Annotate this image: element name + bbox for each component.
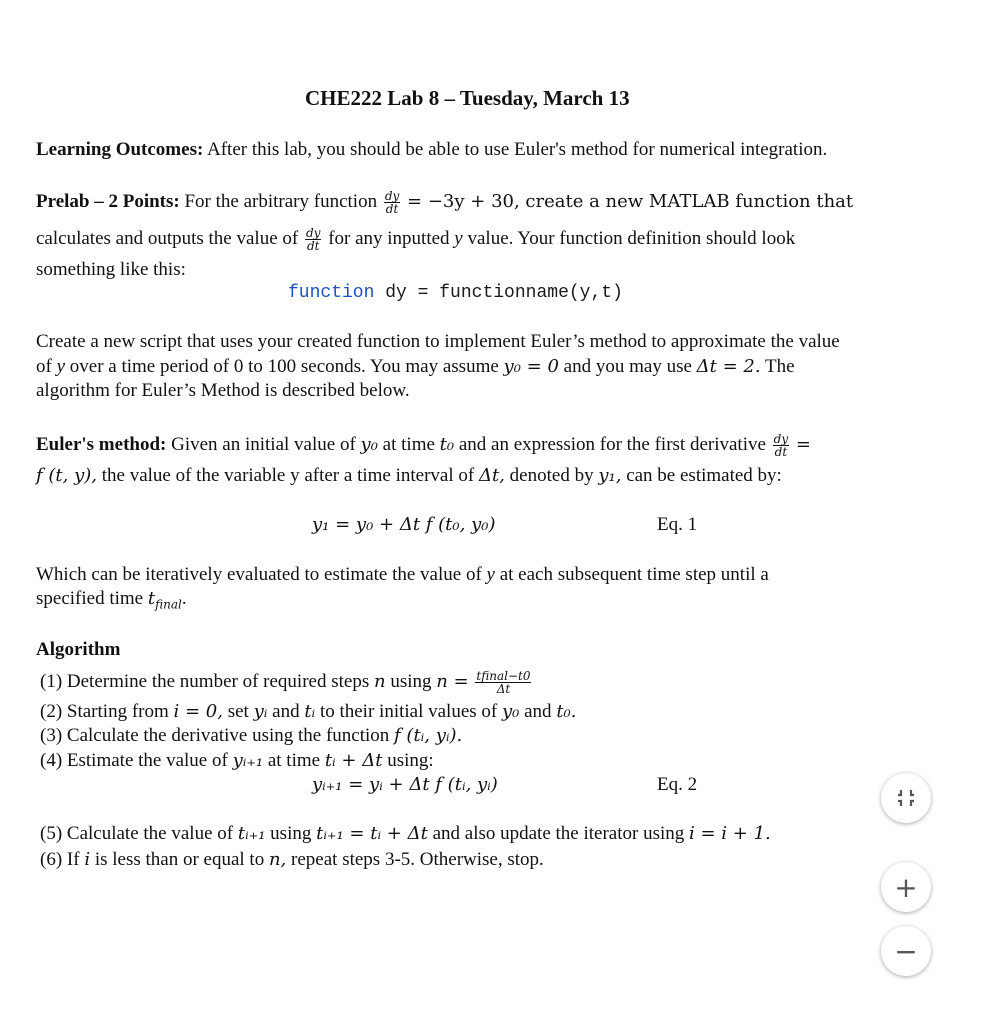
iterative-text-1b: at each subsequent time step until a	[499, 564, 769, 585]
euler-line-1	[36, 433, 811, 458]
code-rest: dy = functionname(y,t)	[385, 283, 623, 303]
learning-outcomes-text: After this lab, you should be able to use Euler's method for numerical integration.	[207, 139, 828, 160]
euler-text-1c: and an expression for the first derivative	[458, 433, 766, 455]
step2-text-e: and	[524, 701, 552, 722]
learning-outcomes	[36, 139, 827, 161]
step5-text-b: using	[270, 823, 312, 844]
step1-text-b: using	[390, 670, 432, 692]
fit-page-button[interactable]	[881, 773, 931, 823]
step6-i: i	[84, 849, 91, 870]
steps-frac-den: Δt	[496, 682, 511, 696]
step6-text-b: is less than or equal to	[94, 849, 265, 870]
prelab-text-2c: value. Your function definition should look	[467, 227, 796, 249]
page-title: CHE222 Lab 8 – Tuesday, March 13	[305, 86, 630, 110]
prelab-equation: = −3y + 30, create a new MATLAB function that	[407, 190, 854, 212]
step2-t0: t₀.	[556, 701, 577, 722]
code-keyword: function	[288, 283, 375, 303]
algorithm-heading: Algorithm	[36, 639, 121, 660]
euler-y1: y₁,	[598, 465, 622, 486]
euler-t0: t₀	[439, 433, 455, 455]
step2-text-d: to their initial values of	[319, 701, 498, 722]
step3-text-a: (3) Calculate the derivative using the function	[40, 725, 390, 746]
step6-text-a: (6) If	[40, 849, 80, 870]
euler-text-2c: can be estimated by:	[626, 465, 782, 486]
euler-text-2: the value of the variable y after a time interval of	[101, 465, 475, 486]
step6-text-c: repeat steps 3-5. Otherwise, stop.	[291, 849, 544, 870]
equation-2: yᵢ₊₁ = yᵢ + Δt f (tᵢ, yᵢ)	[312, 774, 498, 795]
euler-dt: Δt,	[478, 465, 505, 486]
step1-var-n: n	[373, 670, 386, 692]
step5-text-a: (5) Calculate the value of	[40, 823, 234, 844]
zoom-out-button[interactable]	[881, 926, 931, 976]
euler-equals: =	[795, 433, 811, 455]
prelab-text-2a: calculates and outputs the value of	[36, 227, 299, 249]
prelab-label: Prelab – 2 Points:	[36, 190, 180, 212]
script-text-2b: over a time period of 0 to 100 seconds. You may assume	[69, 356, 499, 377]
steps-frac-num: tfinal−t0	[476, 669, 531, 683]
dydt-fraction	[305, 227, 321, 252]
euler-label: Euler's method:	[36, 433, 167, 455]
algorithm-step-2	[40, 701, 576, 723]
dydt-fraction	[384, 190, 400, 215]
iterative-line-2	[36, 588, 187, 612]
equation-2-label: Eq. 2	[657, 774, 698, 795]
iterative-var-y: y	[486, 564, 495, 585]
equation-1: y₁ = y₀ + Δt f (t₀, y₀)	[312, 514, 496, 535]
step2-text-b: set	[227, 701, 249, 722]
algorithm-step-1	[40, 670, 533, 695]
step5-iter: i = i + 1.	[689, 823, 771, 844]
algorithm-step-4	[40, 750, 434, 772]
euler-text-1: Given an initial value of	[171, 433, 356, 455]
step3-f: f (tᵢ, yᵢ).	[394, 725, 463, 746]
algorithm-step-3	[40, 725, 462, 747]
iterative-line-1	[36, 564, 769, 586]
tfinal-sub: final	[155, 597, 182, 612]
iterative-text-2: specified time	[36, 588, 144, 609]
euler-y0: y₀	[360, 433, 378, 455]
step2-y0: y₀	[501, 701, 520, 722]
steps-fraction	[475, 670, 531, 695]
script-text-2a: of	[36, 356, 52, 377]
prelab-text-2b: for any inputted	[328, 227, 450, 249]
step6-n: n,	[268, 849, 287, 870]
script-var-y: y	[56, 356, 66, 377]
step5-text-c: and also update the iterator using	[432, 823, 685, 844]
tfinal	[147, 588, 182, 612]
script-line-2	[36, 356, 795, 378]
step4-text-c: using:	[387, 750, 434, 771]
equation-1-label: Eq. 1	[657, 514, 698, 535]
dydt-fraction	[773, 433, 789, 458]
algorithm-step-6	[40, 849, 544, 871]
prelab-text-1: For the arbitrary function	[184, 190, 378, 212]
script-text-2d: The	[765, 356, 795, 377]
script-line-1: Create a new script that uses your created function to implement Euler’s method to approximate the value	[36, 331, 840, 352]
step2-ti: tᵢ	[304, 701, 316, 722]
step2-yi: yᵢ	[253, 701, 268, 722]
prelab-var-y: y	[454, 227, 463, 249]
step1-eq: n =	[436, 670, 469, 692]
step1-text-a: (1) Determine the number of required steps	[40, 670, 370, 692]
euler-text-2b: denoted by	[509, 465, 594, 486]
frac-den: dt	[385, 202, 399, 216]
frac-num: dy	[305, 226, 321, 240]
prelab-line-2	[36, 227, 795, 252]
learning-outcomes-label: Learning Outcomes:	[36, 139, 204, 160]
step4-t: tᵢ + Δt	[324, 750, 383, 771]
euler-text-1b: at time	[382, 433, 435, 455]
step2-text-c: and	[272, 701, 300, 722]
dt-assumption: Δt = 2.	[696, 356, 761, 377]
minus-icon: −	[894, 934, 918, 968]
step2-text-a: (2) Starting from	[40, 701, 169, 722]
y0-assumption: y₀ = 0	[503, 356, 559, 377]
frac-den: dt	[774, 445, 788, 459]
prelab-line-3: something like this:	[36, 259, 186, 280]
euler-fty: f (t, y),	[36, 465, 97, 486]
prelab-line-1	[36, 190, 853, 215]
fit-page-icon	[897, 789, 915, 807]
tfinal-t: t	[147, 588, 156, 609]
zoom-in-button[interactable]	[881, 862, 931, 912]
script-text-2c: and you may use	[563, 356, 692, 377]
iterative-period: .	[181, 588, 187, 609]
step5-eq: tᵢ₊₁ = tᵢ + Δt	[316, 823, 428, 844]
step2-eq: i = 0,	[173, 701, 223, 722]
code-snippet	[288, 283, 623, 303]
step4-y: yᵢ₊₁	[232, 750, 264, 771]
plus-icon: +	[894, 870, 918, 904]
script-line-3: algorithm for Euler’s Method is described below.	[36, 380, 410, 401]
algorithm-step-5	[40, 823, 771, 845]
frac-num: dy	[384, 189, 400, 203]
frac-num: dy	[773, 432, 789, 446]
step4-text-a: (4) Estimate the value of	[40, 750, 228, 771]
euler-line-2	[36, 465, 782, 487]
step4-text-b: at time	[267, 750, 321, 771]
frac-den: dt	[306, 239, 320, 253]
step5-t: tᵢ₊₁	[237, 823, 266, 844]
iterative-text-1a: Which can be iteratively evaluated to estimate the value of	[36, 564, 482, 585]
